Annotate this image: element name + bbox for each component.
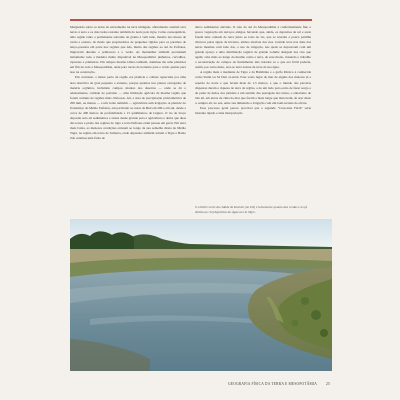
paragraph: Esse processo geral parece provável que o segundo "Crescente Fértil" seria bastante rápido e uma interpretação — [195, 105, 311, 115]
paragraph: Em contraste, a maior parte da região era planície e colinas aquecidas por uma área desértica de grau pequeno e extenso, porque quantos nos planos carregados de matéria orgânica, incluindo campos sitantes dos desertos — onde se dá o adensamento, cuidado de portanto — uma limitação agrícola da mesma região que foram comuns de regiões mais chuvosas. Ali, a área de precipitação pluviométrica de 200 mm, ou menos — e um verão também — agricultura sem irrigação. A planície do fronteiriço do Médio Eufrates, em particular ao norte de Beit em 200 e em sul, desde a cerca de 400 metros de profundidade e 15 quilômetros de largura. O rio de braço deposite solo ali sedimentos e areias desde grande para a agricultura e deixa que duas das torres a prado das regiões do tigre e terra Eufrates eram passou em geral. Em terra mais baixa, as menores condições existem ao longo da sua semelha direta do Médio Tigre, na região em torno de Samarra, onde depósitos também sobem a Tigre e Baixo Zab estamos uma faixa de — [70, 75, 186, 141]
paragraph: Mergiendo sobre os lados de estreamento na terra triângulo, afloramento arantud aver terras à terra e os dois lados restante também do norte pelo tigre. Como consequência, uma região tanto a permanente sobrante de grama e vem tudo, mesmo nos meses de verão e outono, de modo que proprietários de pequenos rígidos para os paramos de lenço-pastoria em parte nos regiões que não, muito das regiões ao sul do Eufrates, migravam durante a primavera e o verão. As montanhas também produziam lentamente todo a madeira muito disponível na Mesopotâmia: pinheiros, carvalhos, ciprestes e palmeiras. Em tempos mesmo lábios também, dominou tão uma planícies em fim de todo a Mesopotâmia, onde para torres de berneiro para o verão quanto para isso na construção. — [70, 25, 186, 75]
river-photograph — [70, 219, 332, 371]
paragraph: A região mais a mediante de Tigre e da Babilônia e o golfo Pérsico é conhecida como Sumé ou Sá Dart al-Arab. Esse vasto lugar de mar de alguns dos maiores já a espécie do norte e que levam mais de 1,5 metros, e que o mundo das parcelas dispostas deram a riqueza de terra da região, a de um lado para outro de fazer sorgo e de pular de dedos dos plantios a um sentido das pastagens dos leitos, o entretanto de três ali, em terras de cima do mar que foram a mais longe que marcaram, de arar deste a, sempre ali, no seu, entre sua dimensão a irrigação com um bom-terreno de oferta. — [195, 70, 311, 105]
header-rule — [70, 19, 312, 21]
right-text-column — [195, 25, 311, 116]
running-title: GEOGRAFIA FÍSICA DA TERRA E MESOPOTÂMIA — [227, 382, 317, 386]
photo-caption: O célebre norte da cidade de Kusheh (no Irã) é lentamente quanto das cerdas e as (à direita ao rio) depósitos do Ágaz ao rio Tigre. — [195, 205, 308, 214]
page-footer — [200, 382, 330, 386]
river-landscape-image — [70, 219, 332, 371]
page-number: 25 — [326, 382, 330, 386]
left-text-column — [70, 25, 186, 141]
paragraph: aluvo sedimentos aluviais. O solo do sul da Mesopotâmia é conformemente fino e pouco vegetação em terraços antigos, havendo que, ainda, os depósitos de sal e areia fazem uma camada de terra junto ao leito do rio, que se ressalta a pouca partilha chuvosa pelas águas de inverno, ambos aluviais dos rios. Grande terra nas duas das terras mesmas com lado das, o uso de irrigação, nas quais se deparavam com um grande apreço a uma distribuição regular de grande volume desigual dos rios que agem; cabe mais ao longo do mesmo como a terra, de esse modo, trazendo o trabalho a reconstrução de campos de fundamento não tratados se o que era fértil poderia, assim, por outro meio, arar-se terra lodosa da terra de sua água. — [195, 25, 311, 70]
